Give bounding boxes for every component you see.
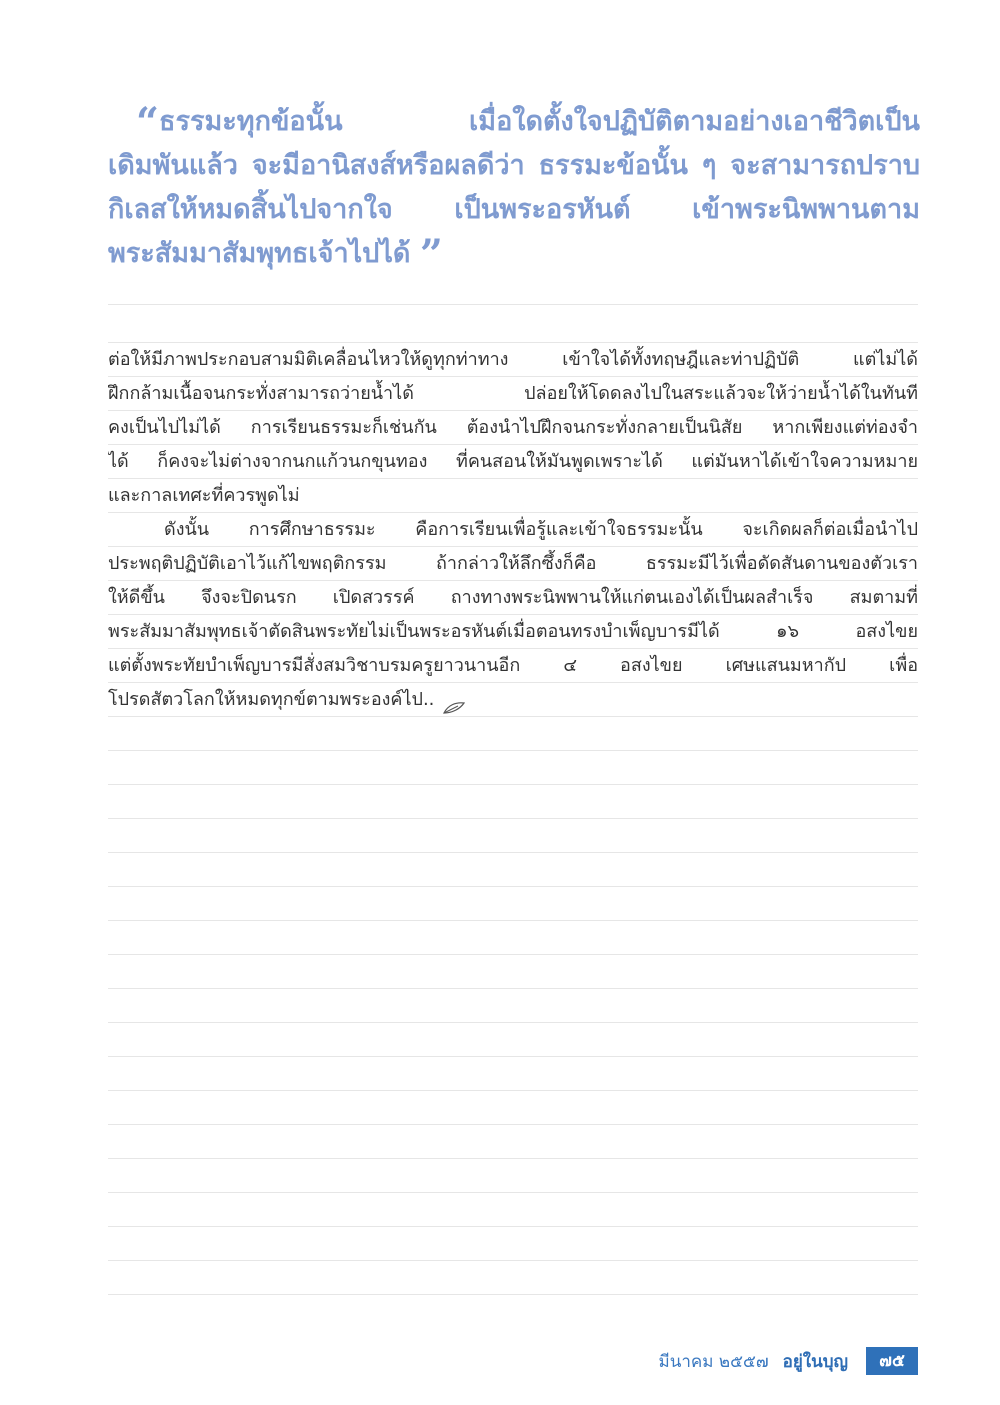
body-line: ได้ ก็คงจะไม่ต่างจากนกแก้วนกขุนทอง ที่คนสอนให้มันพูดเพราะได้ แต่มันหาได้เข้าใจความหมาย (108, 451, 918, 472)
ruled-line (108, 1226, 918, 1227)
ruled-line (108, 1192, 918, 1193)
body-line: ต่อให้มีภาพประกอบสามมิติเคลื่อนไหวให้ดูทุกท่าทาง เข้าใจได้ทั้งทฤษฎีและท่าปฏิบัติ แต่ไม่ได้ (108, 349, 918, 370)
issue-date: มีนาคม ๒๕๕๗ (658, 1351, 769, 1372)
quote-line-text: พระสัมมาสัมพุทธเจ้าไปได้ (108, 238, 411, 269)
body-line-text: โปรดสัตวโลกให้หมดทุกข์ตามพระองค์ไป.. (108, 689, 435, 710)
body-line: ประพฤติปฏิบัติเอาไว้แก้ไขพฤติกรรม ถ้ากล่าวให้ลึกซึ้งก็คือ ธรรมะมีไว้เพื่อดัดสันดานของตัวเรา (108, 553, 918, 574)
page-footer (659, 1346, 918, 1376)
ruled-line (108, 304, 918, 305)
quote-line (108, 188, 920, 232)
ruled-line (108, 1022, 918, 1023)
quote-line-text: ธรรมะทุกข้อนั้น เมื่อใดตั้งใจปฏิบัติตามอย่างเอาชีวิตเป็น (159, 106, 920, 137)
ruled-line (108, 818, 918, 819)
close-quote-mark: ” (419, 231, 443, 278)
quote-line-text: กิเลสให้หมดสิ้นไปจากใจ เป็นพระอรหันต์ เข้าพระนิพพานตาม (108, 194, 920, 225)
body-line-last (108, 683, 918, 717)
magazine-name: อยู่ในบุญ (782, 1351, 848, 1372)
ruled-line (108, 1294, 918, 1295)
open-quote-mark: “ (136, 99, 160, 146)
leaf-icon (442, 693, 466, 707)
ruled-line (108, 852, 918, 853)
ruled-line (108, 750, 918, 751)
quote-line (108, 144, 920, 188)
body-line: พระสัมมาสัมพุทธเจ้าตัดสินพระทัยไม่เป็นพระอรหันต์เมื่อตอนทรงบำเพ็ญบารมีได้ ๑๖ อสงไขย (108, 621, 918, 642)
body-line: คงเป็นไปไม่ได้ การเรียนธรรมะก็เช่นกัน ต้องนำไปฝึกจนกระทั่งกลายเป็นนิสัย หากเพียงแต่ท่องจำ (108, 417, 918, 438)
article-body (108, 343, 918, 717)
quote-line (108, 232, 920, 276)
ruled-line (108, 784, 918, 785)
ruled-line (108, 954, 918, 955)
ruled-line (108, 1056, 918, 1057)
ruled-line (108, 886, 918, 887)
ruled-line (108, 1158, 918, 1159)
body-line: ฝึกกล้ามเนื้อจนกระทั่งสามารถว่ายน้ำได้ ปล่อยให้โดดลงไปในสระแล้วจะให้ว่ายน้ำได้ในทันที (108, 383, 918, 404)
ruled-line (108, 920, 918, 921)
ruled-line (108, 1260, 918, 1261)
quote-line-text: เดิมพันแล้ว จะมีอานิสงส์หรือผลดีว่า ธรรมะข้อนั้น ๆ จะสามารถปราบ (108, 150, 920, 181)
ruled-line (108, 1090, 918, 1091)
body-line: ให้ดีขึ้น จึงจะปิดนรก เปิดสวรรค์ ถางทางพระนิพพานให้แก่ตนเองได้เป็นผลสำเร็จ สมตามที่ (108, 587, 918, 608)
ruled-line (108, 1124, 918, 1125)
page-number: ๗๕ (866, 1347, 918, 1375)
ruled-line (108, 988, 918, 989)
pull-quote (108, 100, 920, 276)
body-line: ดังนั้น การศึกษาธรรมะ คือการเรียนเพื่อรู้และเข้าใจธรรมะนั้น จะเกิดผลก็ต่อเมื่อนำไป (164, 519, 918, 540)
body-line: และกาลเทศะที่ควรพูดไม่ (108, 485, 300, 506)
body-line: แต่ตั้งพระทัยบำเพ็ญบารมีสั่งสมวิชาบรมครูยาวนานอีก ๔ อสงไขย เศษแสนมหากัป เพื่อ (108, 655, 918, 676)
quote-line (108, 100, 920, 144)
